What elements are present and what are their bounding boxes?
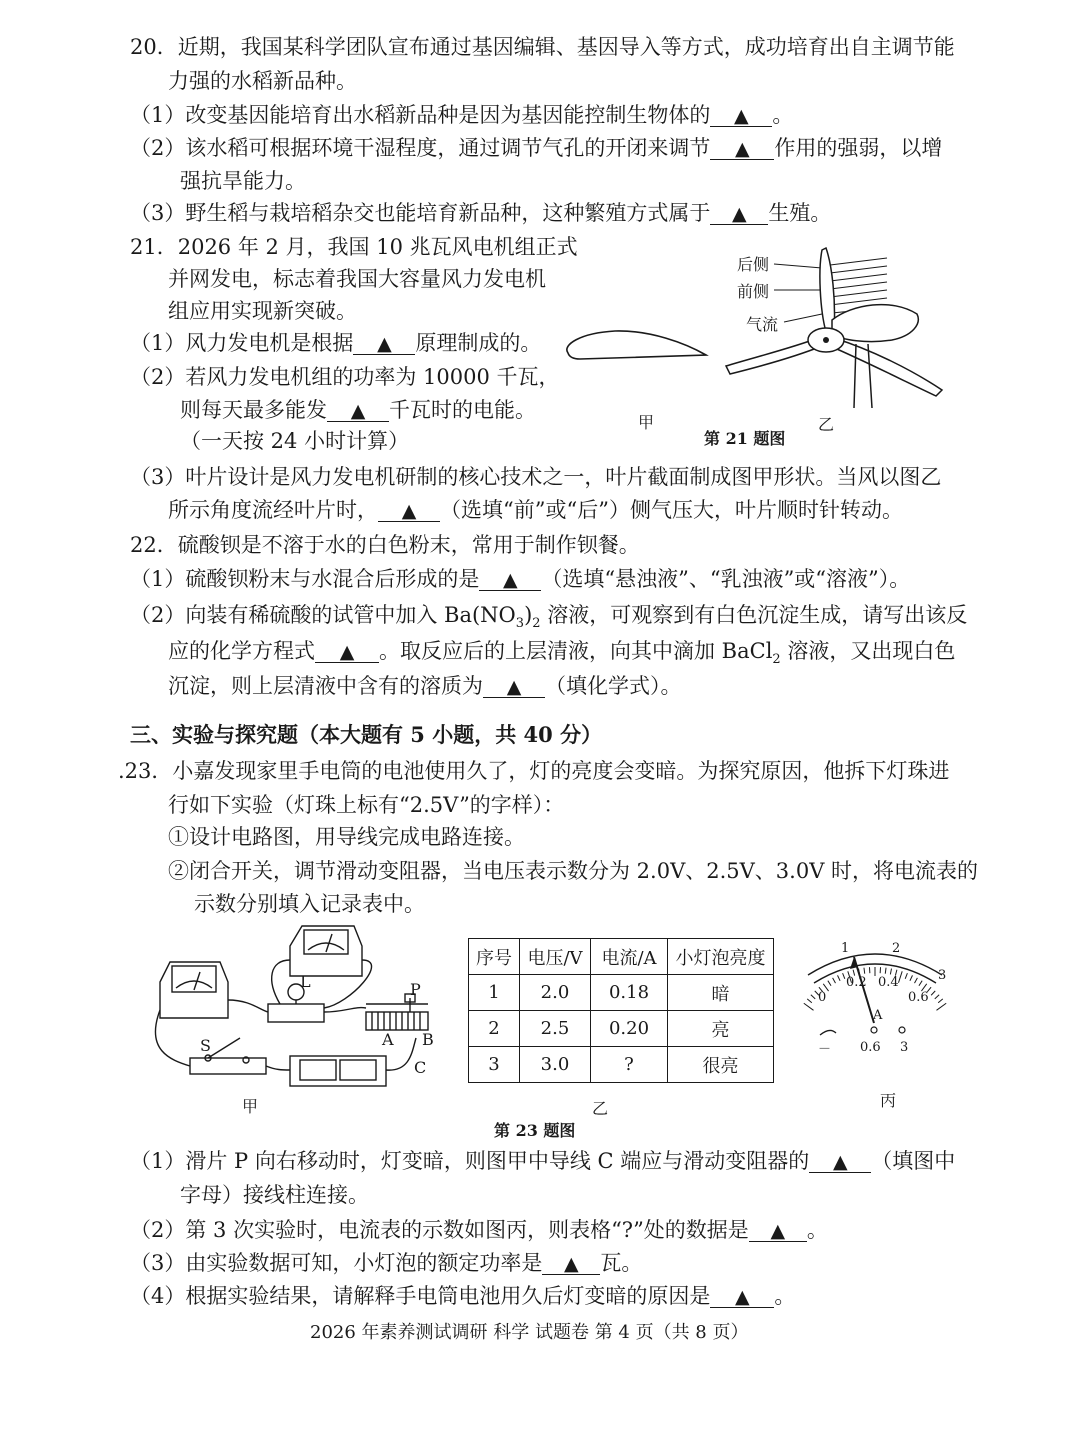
answer-blank[interactable]: ▲ xyxy=(542,1252,600,1275)
answer-blank[interactable]: ▲ xyxy=(749,1219,807,1242)
circuit-label-C: C xyxy=(414,1058,427,1077)
page-footer: 2026 年素养测试调研 科学 试题卷 第 4 页（共 8 页） xyxy=(310,1322,749,1343)
table-row xyxy=(469,1047,774,1083)
table-row xyxy=(469,975,774,1011)
q22-part2-line3: 沉淀，则上层清液中含有的溶质为 ▲ （填化学式）。 xyxy=(168,674,682,698)
q20-part1: （1）改变基因能培育出水稻新品种是因为基因能控制生物体的 ▲ 。 xyxy=(130,103,794,127)
q23-part2: （2）第 3 次实验时，电流表的示数如图丙，则表格“?”处的数据是 ▲ 。 xyxy=(130,1218,828,1242)
q23-part4: （4）根据实验结果，请解释手电筒电池用久后灯变暗的原因是 ▲ 。 xyxy=(130,1284,796,1308)
table-header-cell: 序号 xyxy=(469,939,520,975)
table-cell: ? xyxy=(591,1047,668,1083)
dial-label-1: 1 xyxy=(841,941,850,956)
answer-blank[interactable]: ▲ xyxy=(710,202,768,225)
q20-stem-line1: 20．近期，我国某科学团队宣布通过基因编辑、基因导入等方式，成功培育出自主调节能 xyxy=(130,35,955,59)
answer-blank[interactable]: ▲ xyxy=(710,1285,774,1308)
table-cell: 0.20 xyxy=(591,1011,668,1047)
terminal-3: 3 xyxy=(900,1040,909,1055)
q21-stem-line2: 并网发电，标志着我国大容量风力发电机 xyxy=(168,267,546,291)
dial-tick xyxy=(864,968,865,974)
table-header-cell: 电流/A xyxy=(591,939,668,975)
terminal-minus: － xyxy=(818,1042,832,1057)
circuit-label-A: A xyxy=(382,1030,394,1049)
section-heading: 三、实验与探究题（本大题有 5 小题，共 40 分） xyxy=(130,722,603,747)
answer-blank[interactable]: ▲ xyxy=(378,499,440,522)
dial-tick xyxy=(931,991,935,995)
table-cell: 很亮 xyxy=(668,1047,774,1083)
dial-label-2: 2 xyxy=(892,941,901,956)
dial-tick xyxy=(936,1003,946,1010)
q21-stem-line3: 组应用实现新突破。 xyxy=(168,299,357,323)
dial-tick xyxy=(804,1003,814,1010)
q22-part2-line2: 应的化学方程式 ▲ 。取反应后的上层清液，向其中滴加 BaCl$_2$ 溶液，又出现白色 xyxy=(168,639,956,668)
table-cell: 暗 xyxy=(668,975,774,1011)
figure-caption-23: 第 23 题图 xyxy=(494,1121,576,1140)
q21-part2-line3: （一天按 24 小时计算） xyxy=(180,429,410,453)
answer-blank[interactable]: ▲ xyxy=(809,1150,871,1173)
table-header-cell: 电压/V xyxy=(520,939,591,975)
airfoil-figure xyxy=(560,325,710,365)
table-cell: 2 xyxy=(469,1011,520,1047)
q22-stem: 22．硫酸钡是不溶于水的白色粉末，常用于制作钡餐。 xyxy=(130,533,640,557)
q23-part1-line1: （1）滑片 P 向右移动时，灯变暗，则图甲中导线 C 端应与滑动变阻器的 ▲ （填图中 xyxy=(130,1149,956,1173)
table-cell: 1 xyxy=(469,975,520,1011)
q21-part3-line1: （3）叶片设计是风力发电机研制的核心技术之一，叶片截面制成图甲形状。当风以图乙 xyxy=(130,465,942,489)
dial-tick xyxy=(807,999,812,1003)
answer-blank[interactable]: ▲ xyxy=(315,640,379,663)
table-row xyxy=(469,1011,774,1047)
q23-stem-line2: 行如下实验（灯珠上标有“2.5V”的字样）： xyxy=(168,793,565,817)
dial-tick xyxy=(898,971,902,982)
circuit-label-L: L xyxy=(300,972,311,991)
circuit-label-S: S xyxy=(200,1036,211,1055)
q21-part3-line2: 所示角度流经叶片时， ▲ （选填“前”或“后”）侧气压大，叶片顺时针转动。 xyxy=(168,498,903,522)
dial-label-02: 0.2 xyxy=(846,975,867,990)
dial-tick xyxy=(828,981,831,986)
q20-stem-line2: 力强的水稻新品种。 xyxy=(168,69,357,93)
record-table xyxy=(468,938,774,1083)
answer-blank[interactable]: ▲ xyxy=(483,675,545,698)
figure-label-jia-23: 甲 xyxy=(242,1097,259,1116)
q20-part3: （3）野生稻与栽培稻杂交也能培育新品种，这种繁殖方式属于 ▲ 生殖。 xyxy=(130,201,832,225)
q23-step2-line1: ②闭合开关，调节滑动变阻器，当电压表示数分为 2.0V、2.5V、3.0V 时，将电流表的 xyxy=(168,859,979,883)
figure-label-jia: 甲 xyxy=(638,413,655,432)
dial-tick xyxy=(938,999,943,1003)
circuit-label-P: P xyxy=(410,980,421,999)
table-cell: 0.18 xyxy=(591,975,668,1011)
dial-tick xyxy=(919,981,922,986)
table-cell: 2.0 xyxy=(520,975,591,1011)
q21-part2-line2: 则每天最多能发 ▲ 千瓦时的电能。 xyxy=(180,398,536,422)
figure-label-yi-23: 乙 xyxy=(592,1099,609,1118)
answer-blank[interactable]: ▲ xyxy=(710,137,774,160)
label-front-side: 前侧 xyxy=(737,282,770,301)
dial-tick xyxy=(910,975,913,980)
table-cell: 2.5 xyxy=(520,1011,591,1047)
label-airflow: 气流 xyxy=(746,315,779,334)
q23-step1: ①设计电路图，用导线完成电路连接。 xyxy=(168,825,525,849)
table-cell: 3.0 xyxy=(520,1047,591,1083)
q23-part3: （3）由实验数据可知，小灯泡的额定功率是 ▲ 瓦。 xyxy=(130,1251,643,1275)
answer-blank[interactable]: ▲ xyxy=(710,104,772,127)
dial-label-06: 0.6 xyxy=(908,990,929,1005)
table-cell: 亮 xyxy=(668,1011,774,1047)
q23-stem-line1: .23．小嘉发现家里手电筒的电池使用久了，灯的亮度会变暗。为探究原因，他拆下灯珠进 xyxy=(118,759,950,783)
dial-tick xyxy=(833,978,836,983)
dial-tick xyxy=(905,973,907,979)
q21-part2-line1: （2）若风力发电机组的功率为 10000 千瓦， xyxy=(130,365,560,389)
q22-part1: （1）硫酸钡粉末与水混合后形成的是 ▲ （选填“悬浊液”、“乳浊液”或“溶液”）。 xyxy=(130,567,911,591)
dial-tick xyxy=(935,995,939,999)
table-cell: 3 xyxy=(469,1047,520,1083)
answer-blank[interactable]: ▲ xyxy=(327,399,389,422)
figure-label-bing: 丙 xyxy=(880,1091,897,1110)
q21-stem-line1: 21．2026 年 2 月，我国 10 兆瓦风电机组正式 xyxy=(130,235,578,259)
dial-label-04: 0.4 xyxy=(878,975,899,990)
terminal-06: 0.6 xyxy=(860,1040,881,1055)
q21-part1: （1）风力发电机是根据 ▲ 原理制成的。 xyxy=(130,331,542,355)
label-back-side: 后侧 xyxy=(737,255,770,274)
q20-part2: （2）该水稻可根据环境干湿程度，通过调节气孔的开闭来调节 ▲ 作用的强弱，以增 xyxy=(130,136,943,160)
table-header-cell: 小灯泡亮度 xyxy=(668,939,774,975)
q23-part1-line2: 字母）接线柱连接。 xyxy=(180,1183,369,1207)
q23-step2-line2: 示数分别填入记录表中。 xyxy=(194,892,425,916)
dial-tick xyxy=(890,969,891,975)
circuit-label-B: B xyxy=(422,1030,434,1049)
figure-label-yi: 乙 xyxy=(818,415,835,434)
q20-part2-line2: 强抗旱能力。 xyxy=(180,169,306,193)
q22-part2-line1: （2）向装有稀硫酸的试管中加入 $Ba(NO_3)_2$ 溶液，可观察到有白色沉淀生成，请写出该反 xyxy=(130,603,968,632)
dial-label-0: 0 xyxy=(818,990,827,1005)
answer-blank[interactable]: ▲ xyxy=(353,332,415,355)
dial-tick xyxy=(811,995,815,999)
dial-tick xyxy=(838,975,841,980)
answer-blank[interactable]: ▲ xyxy=(479,568,541,591)
dial-tick xyxy=(843,973,845,979)
dial-tick xyxy=(885,968,886,974)
figure-caption-21: 第 21 题图 xyxy=(704,429,786,448)
table-header-row xyxy=(469,939,774,975)
dial-tick xyxy=(915,978,918,983)
dial-label-3: 3 xyxy=(938,968,947,983)
dial-unit-A: A xyxy=(873,1008,883,1023)
